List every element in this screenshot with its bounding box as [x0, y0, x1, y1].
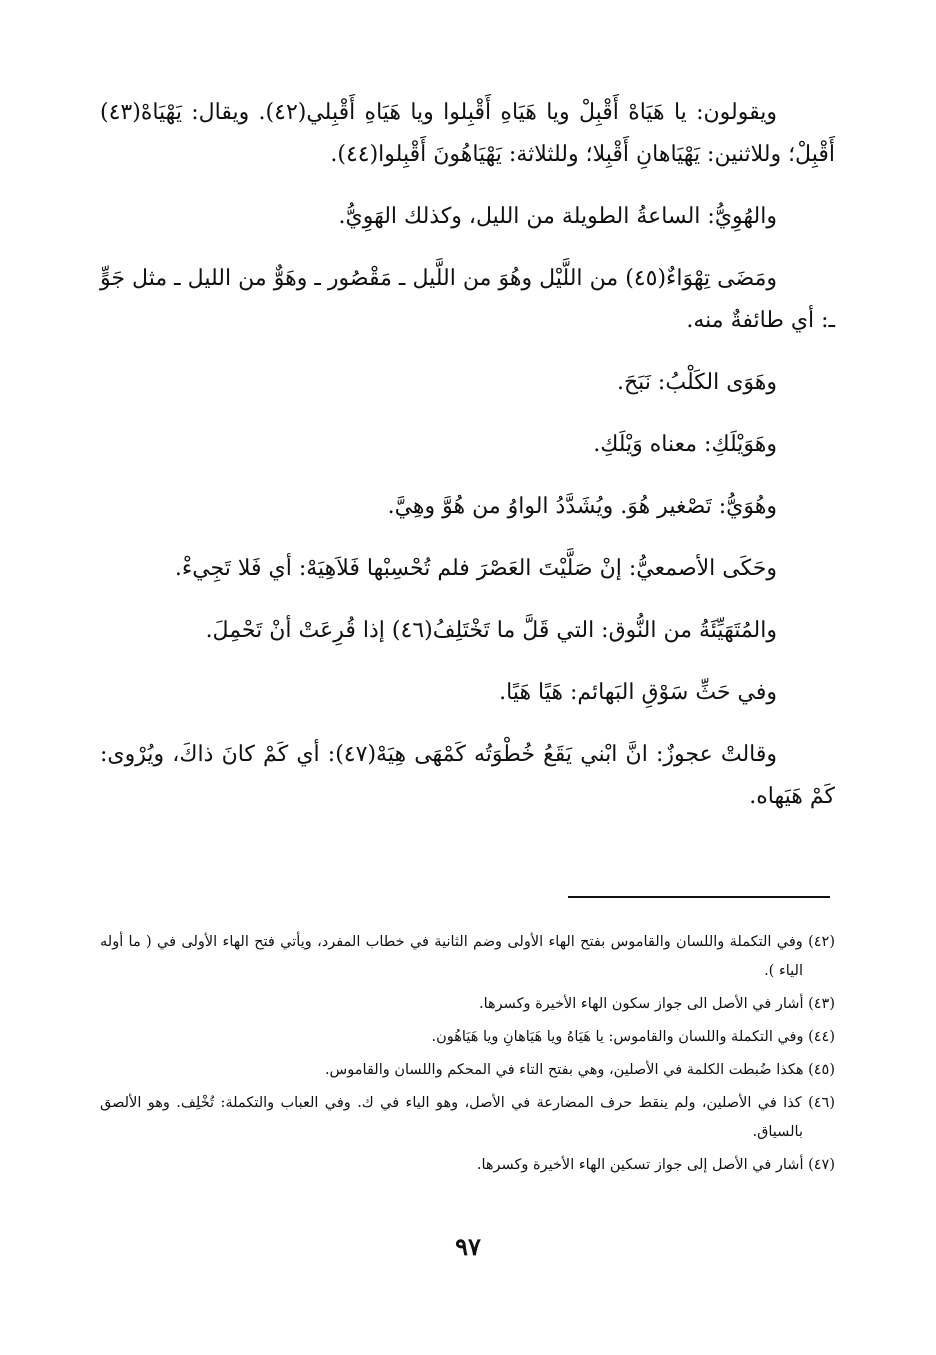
paragraph: ومَضَى تِهْوَاءٌ(٤٥) من اللَّيْل وهُوَ من اللَّيل ـ مَقْصُور ـ وهَوٌّ من الليل ـ مثل جَوٍّ ـ: أي طائفةٌ منه.: [100, 266, 835, 333]
page-number: ٩٧: [455, 1232, 481, 1261]
footnote-divider: [568, 896, 830, 898]
paragraph: وفي حَثِّ سَوْقِ البَهائم: هَيًا هَيًا.: [499, 680, 777, 705]
paragraph: وقالتْ عجوزٌ: انَّ ابْني يَقَعُ خُطْوَتُه كَمْهَى هِيَهْ(٤٧): أي كَمْ كانَ ذاكَ، ويُرْوى: كَمْ هَيَهاه.: [100, 742, 835, 809]
paragraph: ويقولون: يا هَيَاهْ أَقْبِلْ ويا هَيَاهِ أَقْبِلوا ويا هَيَاهِ أَقْبِلي(٤٢). ويقال: يَهْيَاهْ(٤٣) أَقْبِلْ؛ وللاثنين: يَهْيَاهانِ أَقْبِلا؛ وللثلاثة: يَهْيَاهُونَ أَقْبِلوا(٤٤).: [100, 100, 835, 167]
footnote: (٤٤) وفي التكملة واللسان والقاموس: يا هَيَاهُ ويا هَيَاهانِ ويا هَيَاهُون.: [431, 1029, 835, 1045]
footnote: (٤٧) أشار في الأصل إلى جواز تسكين الهاء الأخيرة وكسرها.: [476, 1157, 835, 1173]
paragraph: وهُوَيُّ: تَصْغير هُوَ. ويُشَدَّدُ الواوُ من هُوَّ وهِيَّ.: [387, 494, 777, 519]
footnote: (٤٢) وفي التكملة واللسان والقاموس بفتح الهاء الأولى وضم الثانية في خطاب المفرد، ويأتي فتح الهاء الأولى في ( ما أوله الياء ).: [100, 934, 835, 979]
paragraph: وهَوَى الكَلْبُ: نَبَحَ.: [616, 370, 777, 395]
paragraph: والهُوِيُّ: الساعةُ الطويلة من الليل، وكذلك الهَوِيُّ.: [338, 204, 777, 229]
footnote: (٤٥) هكذا ضُبطت الكلمة في الأصلين، وهي بفتح التاء في المحكم واللسان والقاموس.: [324, 1062, 835, 1078]
paragraph: والمُتَهَيِّئَةُ من النُّوق: التي قَلَّ ما تَخْتَلِفُ(٤٦) إذا قُرِعَتْ أنْ تَحْمِلَ.: [205, 618, 777, 643]
footnote: (٤٣) أشار في الأصل الى جواز سكون الهاء الأخيرة وكسرها.: [478, 996, 835, 1012]
footnotes: [100, 928, 835, 1184]
paragraph: وحَكَى الأصمعيُّ: إنْ صَلَّيْتَ العَصْرَ فلم تُحْسِبْها فَلاَهِيَهْ: أي فَلا تَجِيءْ.: [174, 556, 777, 581]
main-text: [100, 92, 835, 838]
footnote: (٤٦) كذا في الأصلين، ولم ينقط حرف المضارعة في الأصل، وهو الياء في ك. وفي العباب والتكملة: تُخْلِف. وهو الألصق بالسياق.: [100, 1095, 835, 1140]
paragraph: وهَوَيْلَكِ: معناه وَيْلَكِ.: [593, 432, 777, 457]
